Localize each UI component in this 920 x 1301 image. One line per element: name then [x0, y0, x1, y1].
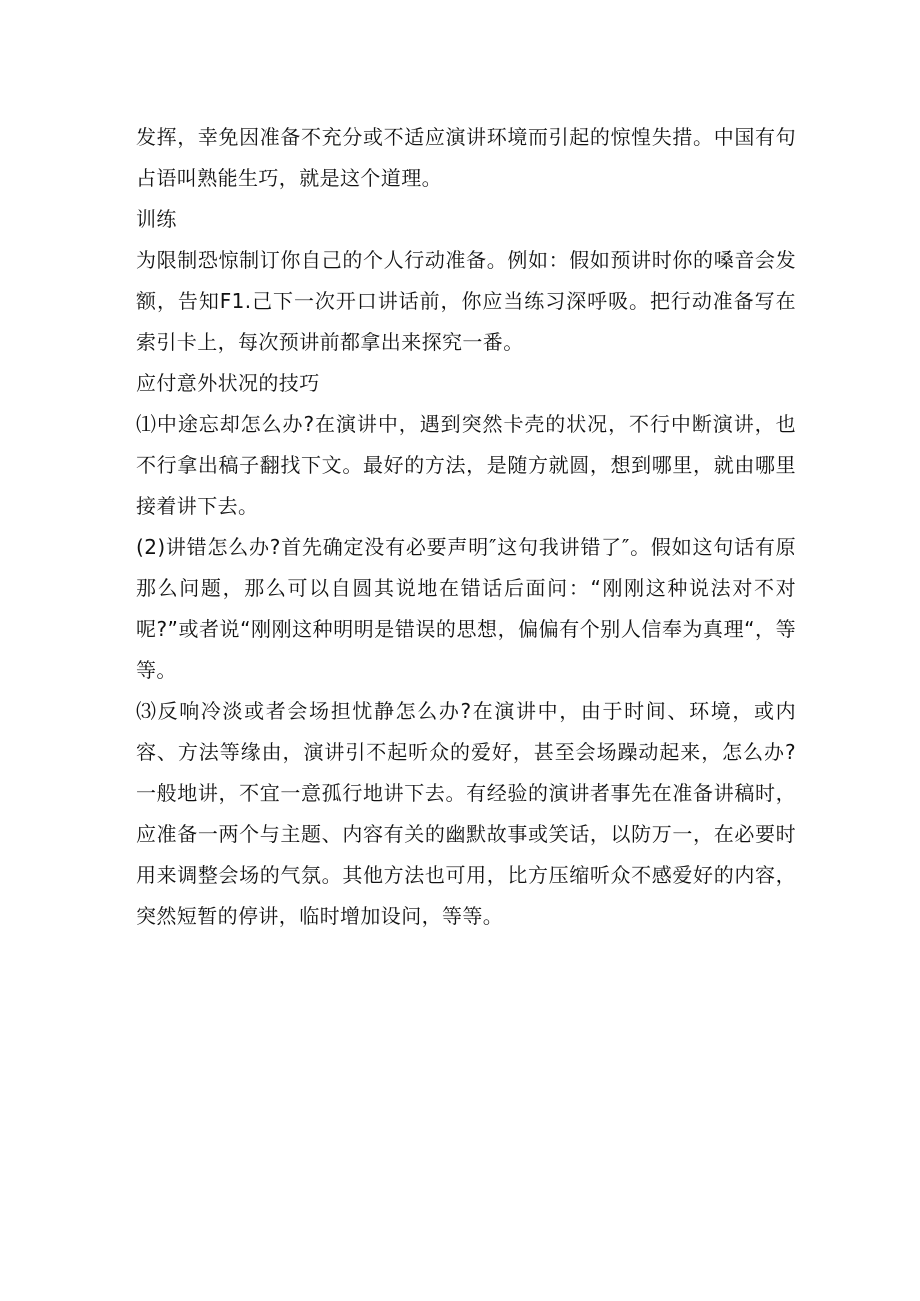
paragraph-item-2: (2)讲错怎么办?首先确定没有必要声明″这句我讲错了″。假如这句话有原那么问题，那么可以自圆其说地在错话后面问：“刚刚这种说法对不对呢?”或者说“刚刚这种明明是错误的思想，偏偏有个别人信奉为真理“，等等。 — [136, 535, 796, 682]
heading-training: 训练 — [136, 207, 177, 231]
paragraph-intro: 发挥，幸免因准备不充分或不适应演讲环境而引起的惊惶失措。中国有句占语叫熟能生巧，就是这个道理。 — [136, 125, 796, 190]
document-body — [136, 117, 796, 937]
paragraph-training: 为限制恐惊制订你自己的个人行动准备。例如：假如预讲时你的嗓音会发额，告知F1.己下一次开口讲话前，你应当练习深呼吸。把行动准备写在索引卡上，每次预讲前都拿出来探究一番。 — [136, 248, 796, 354]
paragraph-item-1: ⑴中途忘却怎么办?在演讲中，遇到突然卡壳的状况，不行中断演讲，也不行拿出稿子翻找下文。最好的方法，是随方就圆，想到哪里，就由哪里接着讲下去。 — [136, 412, 796, 518]
heading-coping-skills: 应付意外状况的技巧 — [136, 371, 320, 395]
paragraph-item-3: ⑶反响冷淡或者会场担忧静怎么办?在演讲中，由于时间、环境，或内容、方法等缘由，演讲引不起听众的爱好，甚至会场躁动起来，怎么办?一般地讲，不宜一意孤行地讲下去。有经验的演讲者事先在准备讲稿时，应准备一两个与主题、内容有关的幽默故事或笑话，以防万一，在必要时用来调整会场的气氛。其他方法也可用，比方压缩听众不感爱好的内容，突然短暂的停讲，临时增加设问，等等。 — [136, 699, 796, 928]
